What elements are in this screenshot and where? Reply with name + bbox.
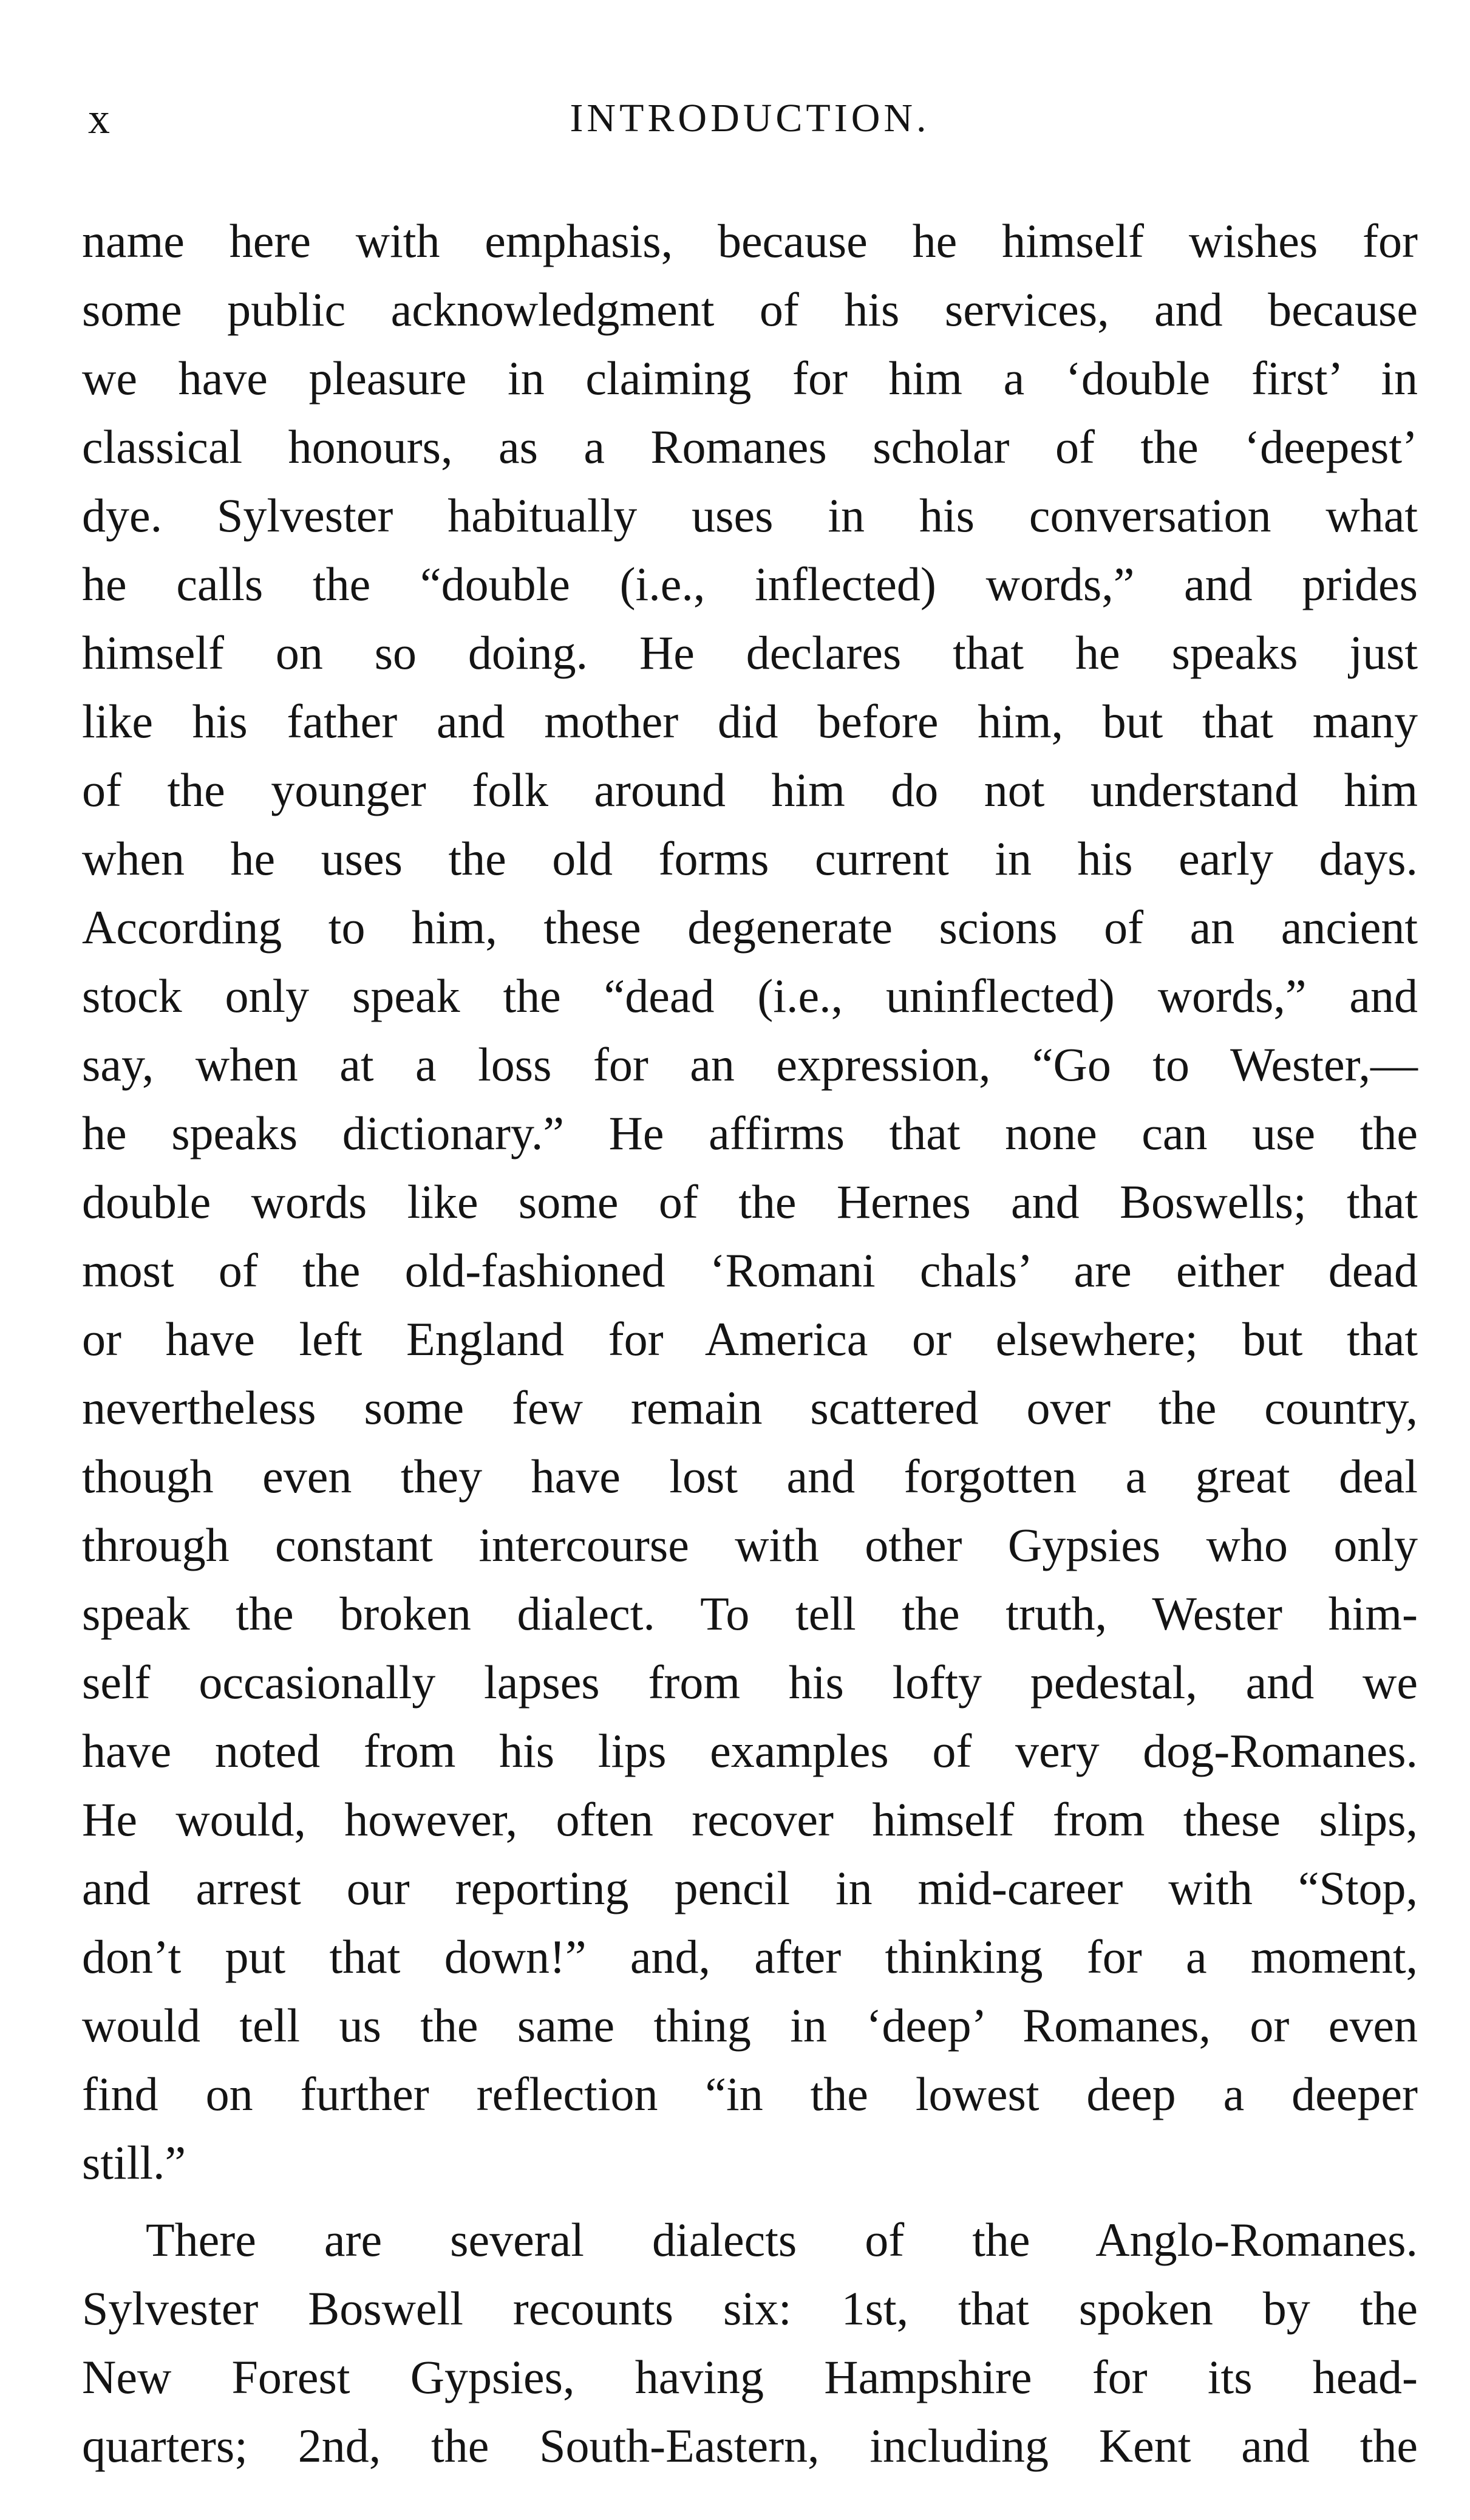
text-line: have noted from his lips examples of very dog-Romanes. <box>82 1724 1418 1777</box>
text-line: New Forest Gypsies, having Hampshire for its head- <box>82 2351 1418 2403</box>
text-line: still.” <box>82 2136 186 2189</box>
text-line: he speaks dictionary.” He affirms that none can use the <box>82 1107 1418 1159</box>
chapter-heading: INTRODUCTION. <box>570 96 930 140</box>
text-line: According to him, these degenerate scions of an ancient <box>82 901 1418 954</box>
text-line: we have pleasure in claiming for him a ‘double first’ in <box>82 352 1418 405</box>
text-line: like his father and mother did before him, but that many <box>82 695 1418 748</box>
page-number: x <box>88 94 111 143</box>
text-line: he calls the “double (i.e., inflected) words,” and prides <box>82 558 1418 610</box>
text-line: He would, however, often recover himself from these slips, <box>82 1793 1418 1846</box>
text-line: don’t put that down!” and, after thinking for a moment, <box>82 1930 1418 1983</box>
text-line: Sylvester Boswell recounts six: 1st, that spoken by the <box>82 2282 1418 2335</box>
text-line: some public acknowledgment of his services, and because <box>82 283 1418 336</box>
text-line: name here with emphasis, because he himself wishes for <box>82 214 1418 267</box>
text-line: There are several dialects of the Anglo-Romanes. <box>146 2213 1418 2266</box>
text-line: would tell us the same thing in ‘deep’ Romanes, or even <box>82 1999 1418 2052</box>
text-line: most of the old-fashioned ‘Romani chals’ are either dead <box>82 1244 1418 1297</box>
running-head <box>82 91 1418 146</box>
paragraph-2 <box>82 2205 1418 2480</box>
text-line: and arrest our reporting pencil in mid-career with “Stop, <box>82 1862 1418 1914</box>
text-line: through constant intercourse with other Gypsies who only <box>82 1518 1418 1571</box>
text-line: dye. Sylvester habitually uses in his conversation what <box>82 489 1418 542</box>
text-line: quarters; 2nd, the South-Eastern, including Kent and the <box>82 2419 1418 2472</box>
text-line: nevertheless some few remain scattered over the country, <box>82 1381 1418 1434</box>
text-line: double words like some of the Hernes and Boswells; that <box>82 1175 1418 1228</box>
text-line: classical honours, as a Romanes scholar of the ‘deepest’ <box>82 420 1418 473</box>
body-text <box>82 207 1418 2480</box>
text-line: find on further reflection “in the lowest deep a deeper <box>82 2068 1418 2120</box>
text-line: or have left England for America or elsewhere; but that <box>82 1313 1418 1365</box>
text-line: when he uses the old forms current in his early days. <box>82 832 1418 885</box>
text-line: speak the broken dialect. To tell the truth, Wester him- <box>82 1587 1418 1640</box>
text-line: though even they have lost and forgotten a great deal <box>82 1450 1418 1503</box>
text-line: stock only speak the “dead (i.e., uninflected) words,” and <box>82 969 1418 1022</box>
paragraph-gap <box>82 2197 1418 2205</box>
text-line: of the younger folk around him do not understand him <box>82 763 1418 816</box>
text-line: say, when at a loss for an expression, “Go to Wester,— <box>82 1038 1418 1091</box>
paragraph-1 <box>82 207 1418 2197</box>
text-line: self occasionally lapses from his lofty pedestal, and we <box>82 1656 1418 1709</box>
text-line: himself on so doing. He declares that he speaks just <box>82 626 1418 679</box>
